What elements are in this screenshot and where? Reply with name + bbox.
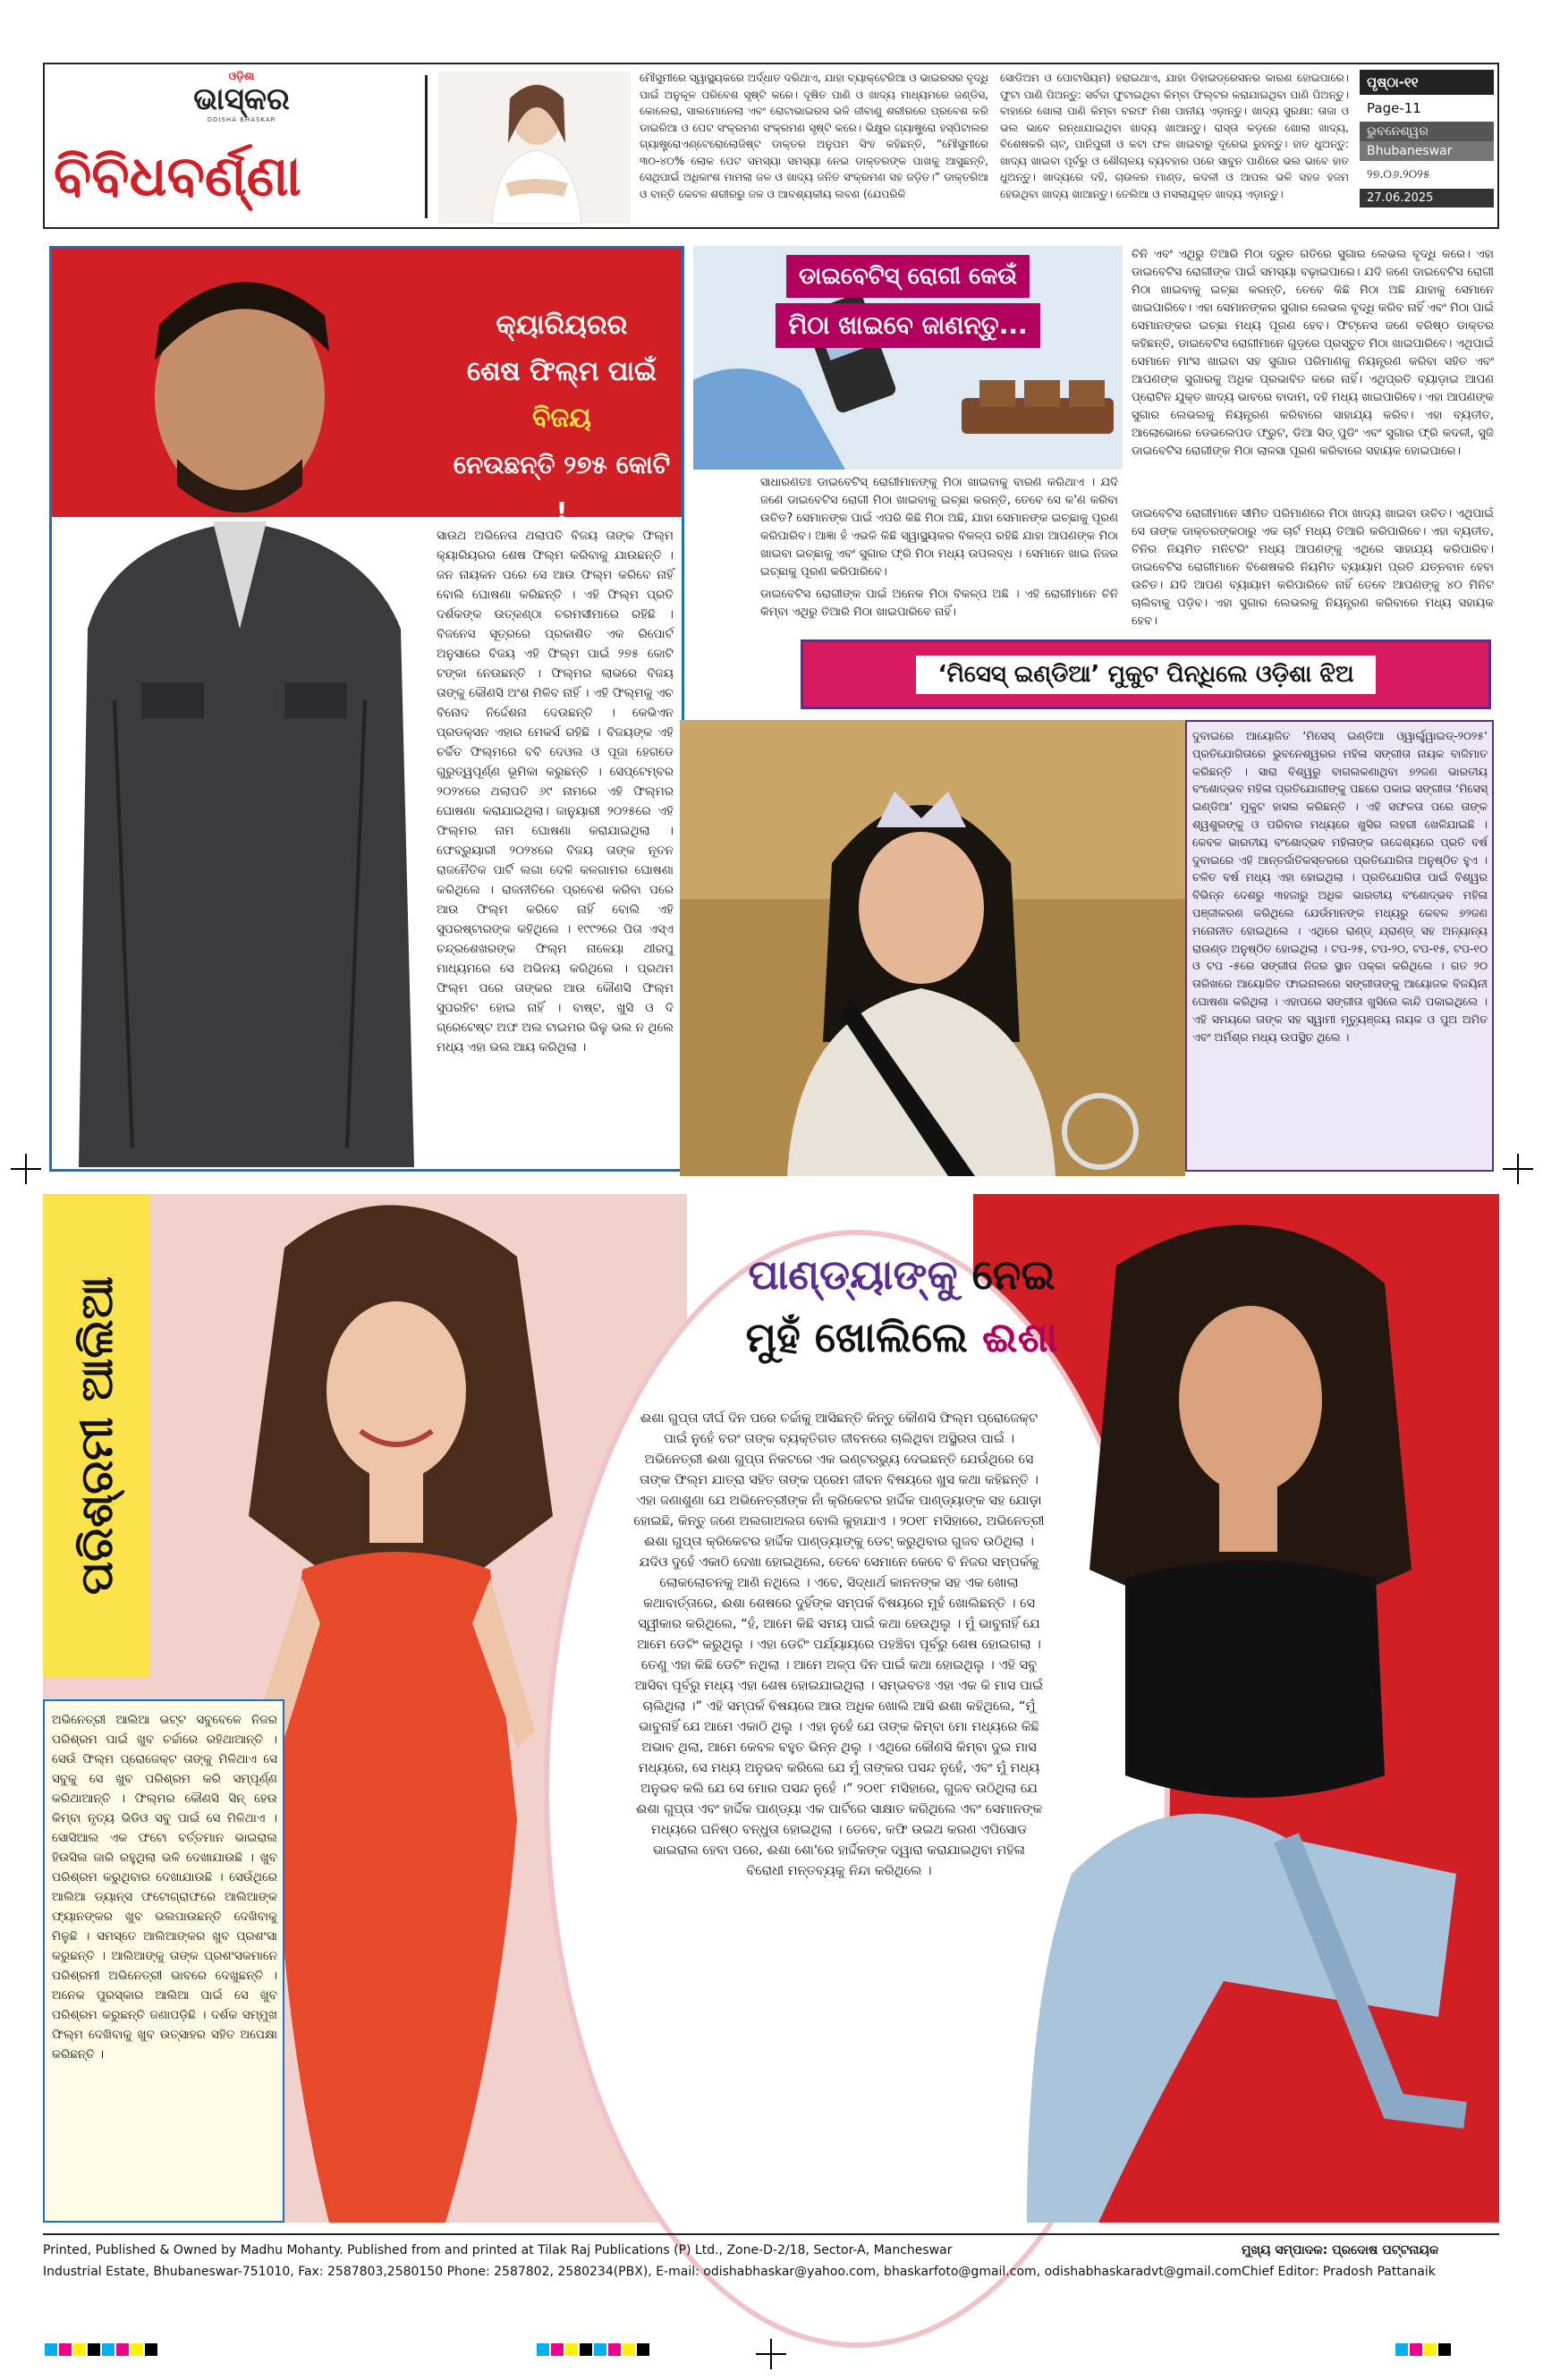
vijay-body: ସାଉଥ ଅଭିନେତା ଥଲାପତି ବିଜୟ ତାଙ୍କ ଫିଲ୍ମ କ୍ୟାରିୟରର ଶେଷ ଫିଲ୍ମ କରିବାକୁ ଯାଉଛନ୍ତି । ଜନ ନାୟକନ ପରେ ସେ ଆଉ ଫିଲ୍ମ କରିବେ ନାହିଁ ବୋଲି ଘୋଷଣା କରିଛନ୍ତି । ଏହି ଫିଲ୍ମ ପ୍ରତି ଦର୍ଶକଙ୍କ ଉତ୍କଣ୍ଠା ଚରମସୀମାରେ ରହିଛି । ବିଜନେସ ସୂତ୍ରରେ ପ୍ରକାଶିତ ଏକ ରିପୋର୍ଟ ଅନୁସାରେ ବିଜୟ ଏହି ଫିଲ୍ମ ପାଇଁ ୨୭୫ କୋଟି ଟଙ୍କା ନେଉଛନ୍ତି । ଫିଲ୍ମର ଲାଭରେ ବିଜୟ ତାଙ୍କୁ କୌଣସି ଅଂଶ ମିଳିବ ନାହିଁ । ଏହି ଫିଲ୍ମକୁ ଏଚ ବିନୋଦ ନିର୍ଦ୍ଦେଶନା ଦେଉଛନ୍ତି । କେଭିଏନ ପ୍ରଡକ୍ସନ ଏହାର ମେକର୍ସ ରହିଛି । ବିଜୟଙ୍କ ଏହି ଚର୍ଚ୍ଚିତ ଫିଲ୍ମରେ ବବି ଦେଓଲ ଓ ପୂଜା ହେଗଡେ ଗୁରୁତ୍ୱପୂର୍ଣ୍ଣ ଭୂମିକା କରୁଛନ୍ତି । ସେପ୍ଟେମ୍ବର ୨୦୨୪ରେ ଥଲାପତି ୬୯ ନାମରେ ଏହି ଫିଲ୍ମର ଘୋଷଣା କରାଯାଇଥିଲା। ଜାନୁୟାରୀ ୨୦୨୫ରେ ଏହି ଫିଲ୍ମର ନାମ ଘୋଷଣା କରାଯାଇଥିଲା । ଫେବ୍ରୁୟାରୀ ୨୦୨୪ରେ ବିଜୟ ତାଙ୍କ ନୂତନ ରାଜନୈତିକ ପାର୍ଟି ଲଗା ଦେଳି କଳଗାମର ଘୋଷଣା କରିଥିଲେ । ରାଜନୀତିରେ ପ୍ରବେଶ କରିବା ପରେ ଆଉ ଫିଲ୍ମ କରିବେ ନାହିଁ ବୋଲି ଏହି ସୁପରଷ୍ଟାରଙ୍କ କହିଥିଲେ । ୧୯୯୨ରେ ପିତା ଏସ୍‍ଏ ଚନ୍ଦ୍ରଶେଖରଙ୍କ ଫିଲ୍ମ ନାଳେୟା ଥୀରପୁ ମାଧ୍ୟମରେ ସେ ଅଭିନୟ କରିଥିଲେ । ପ୍ରଥମ ଫିଲ୍ମ ପରେ ତାଙ୍କର ଆଉ କୌଣସି ଫିଲ୍ମ ସୁପରହିଟ ହୋଇ ନାହିଁ । ବାଷ୍ଟ, ଖୁସି ଓ ଦି ଗ୍ରେଟେଷ୍ଟ ଅଫ ଅଲ ଟାଇମର ଭିଳୁ ଭଲ ନ ଥିଲେ ମଧ୍ୟ ଏହା ଭଲ ଆୟ କରିଥିଲା ।: [437, 529, 674, 1054]
alia-body-box: [43, 1699, 284, 2223]
esha-body: ଈଶା ଗୁପ୍ତା ଦୀର୍ଘ ଦିନ ପରେ ଚର୍ଚ୍ଚାକୁ ଆସିଛନ୍ତି କିନ୍ତୁ କୌଣସି ଫିଲ୍ମ ପ୍ରୋଜେକ୍ଟ ପାଇଁ ନୁହେଁ ବରଂ ତାଙ୍କ ବ୍ୟକ୍ତିଗତ ଜୀବନରେ ଚାଲିଥିବା ଅସ୍ଥିରତା ପାଇଁ । ଅଭିନେତ୍ରୀ ଈଶା ଗୁପ୍ତା ନିକଟରେ ଏକ ଇଣ୍ଟରଭ୍ୟୁ ଦେଇଛନ୍ତି ଯେଉଁଥିରେ ସେ ତାଙ୍କ ଫିଲ୍ମ ଯାତ୍ରା ସହିତ ତାଙ୍କ ପ୍ରେମ ଜୀବନ ବିଷୟରେ ଖୁସ କଥା କହିଛନ୍ତି । ଏହା ଜଣାଶୁଣା ଯେ ଅଭିନେତ୍ରୀଙ୍କ ନାଁ କ୍ରିକେଟର ହାର୍ଦ୍ଦିକ ପାଣ୍ଡ୍ୟାଙ୍କ ସହ ଯୋଡ଼ା ହୋଇଛି, କିନ୍ତୁ ଜଣେ ଅଲଗାଅଲଗ ବୋଲି କୁହାଯାଏ । ୨୦୧୮ ମସିହାରେ, ଅଭିନେତ୍ରୀ ଈଶା ଗୁପ୍ତା କ୍ରିକେଟର ହାର୍ଦ୍ଦିକ ପାଣ୍ଡ୍ୟାଙ୍କୁ ଡେଟ୍ କରୁଥିବାର ଗୁଜବ ଉଠିଥିଲା । ଯଦିଓ ଦୁହେଁ ଏକାଠି ଦେଖା ହୋଇଥିଲେ, ତେବେ ସେମାନେ କେବେ ବି ନିଜର ସମ୍ପର୍କକୁ ଲୋକଲୋଚନକୁ ଆଣି ନଥିଲେ । ଏବେ, ସିଦ୍ଧାର୍ଥ କାନନଙ୍କ ସହ ଏକ ଖୋଲା କଥାବାର୍ତ୍ତାରେ, ଈଶା ଶେଷରେ ଦୁହିଁଙ୍କ ସମ୍ପର୍କ ବିଷୟରେ ମୁହଁ ଖୋଲିଛନ୍ତି । ସେ ସ୍ୱୀକାର କରିଥିଲେ, “ହଁ, ଆମେ କିଛି ସମୟ ପାଇଁ କଥା ହେଉଥିଲୁ । ମୁଁ ଭାବୁନାହିଁ ଯେ ଆମେ ଡେଟିଂ କରୁଥିଲୁ । ଏହା ଡେଟିଂ ପର୍ଯ୍ୟାୟରେ ପହଞ୍ଚିବା ପୂର୍ବରୁ ଶେଷ ହୋଇଗଲା । ତେଣୁ ଏହା କିଛି ଡେଟିଂ ନଥିଲା । ଆମେ ଅଳ୍ପ ଦିନ ପାଇଁ କଥା ହୋଇଥିଲୁ । ଏହି ସବୁ ଆସିବା ପୂର୍ବରୁ ମଧ୍ୟ ଏହା ଶେଷ ହୋଇଯାଇଥିଲା । ସମ୍ଭବତଃ ଏହା ଏକ କି ମାସ ପାଇଁ ଚାଲିଥିଲା ।” ଏହି ସମ୍ପର୍କ ବିଷୟରେ ଆଉ ଅଧିକ ଖୋଲି ଆସି ଈଶା କହିଥିଲେ, “ମୁଁ ଭାବୁନାହିଁ ଯେ ଆମେ ଏକାଠି ଥିଲୁ । ଏହା ନୁହେଁ ଯେ ତାଙ୍କ କିମ୍ବା ମୋ ମଧ୍ୟରେ କିଛି ଅଭାବ ଥିଲା, ଆମେ କେବଳ ବହୁତ ଭିନ୍ନ ଥିଲୁ । ଏଥିରେ କୌଣସି କିମ୍ବା ଦୁଇ ମାସ ମଧ୍ୟରେ, ସେ ମଧ୍ୟ ଅନୁଭବ କରିଲେ ଯେ ମୁଁ ତାଙ୍କର ପସନ୍ଦ ନୁହେଁ, ଏବଂ ମୁଁ ମଧ୍ୟ ଅନୁଭବ କଲି ଯେ ସେ ମୋର ପସନ୍ଦ ନୁହେଁ ।” ୨୦୧୮ ମସିହାରେ, ଗୁଜବ ଉଠିଥିଲା ଯେ ଈଶା ଗୁପ୍ତା ଏବଂ ହାର୍ଦ୍ଦିକ ପାଣ୍ଡ୍ୟା ଏକ ପାର୍ଟିରେ ସାକ୍ଷାତ କରିଥିଲେ ଏବଂ ସେମାନଙ୍କ ମଧ୍ୟରେ ଘନିଷ୍ଠ ବନ୍ଧୁତା ହୋଇଥିଲା । ତେବେ, କଫି ଉଇଥ କରଣ ଏପିସୋଡ ଭାଇରାଲ ହେବା ପରେ, ଈଶା ଶୋ'ରେ ହାର୍ଦ୍ଦିକଙ୍କ ଦ୍ୱାରା କରାଯାଇଥିବା ମହିଳା ବିରୋଧୀ ମନ୍ତବ୍ୟକୁ ନିନ୍ଦା କରିଥିଲେ ।: [633, 1411, 1045, 1878]
odisha-headline: ‘ମିସେସ୍ ଇଣ୍ଡିଆ’ ମୁକୁଟ ପିନ୍ଧିଲେ ଓଡ଼ିଶା ଝିଅ: [916, 656, 1375, 694]
bottom-section: [43, 1194, 1499, 2223]
diabetes-headline: [689, 255, 1127, 348]
date-odia: ୨୭.୦୬.୨୦୨୫: [1367, 168, 1430, 182]
odisha-body: ଦୁବାଇରେ ଆୟୋଜିତ ‘ମିସେସ୍ ଇଣ୍ଡିଆ ଓ୍ୱାର୍ଲ୍ଡ୍ୱାଇଡ୍-୨୦୨୫’ ପ୍ରତିଯୋଗିତାରେ ଭୁବନେଶ୍ୱରର ମହିଳା ସଙ୍ଗୀତା ନାୟକ ବାଜିମାତ କରିଛନ୍ତି । ସାରା ବିଶ୍ୱରୁ ବାଗଲକଣାଥିବା ୭୨ଜଣ ଭାରତୀୟ ବଂଶୋଦ୍ଭବ ମହିଳା ପ୍ରତିଯୋଗୀଙ୍କୁ ପଛରେ ପକାଇ ସଙ୍ଗୀତା ‘ମିସେସ୍ ଇଣ୍ଡିଆ’ ମୁକୁଟ ହାସଲ କରିଛନ୍ତି । ଏହି ସଫଳତା ପରେ ତାଙ୍କ ଶ୍ୱଶୁରଙ୍କୁ ଓ ପରିବାର ମଧ୍ୟରେ ଖୁସିର ଲହରୀ ଖେଳିଯାଇଛି । କେବଳ ଭାରତୀୟ ବଂଶୋଦ୍ଭବ ମହିଳାଙ୍କ ଉଦ୍ଦେଶ୍ୟରେ ପ୍ରତି ବର୍ଷ ଦୁବାଇରେ ଏହି ଆନ୍ତର୍ଜାତିକସ୍ତରରେ ପ୍ରତିଯୋଗିତା ଅନୁଷ୍ଠିତ ହୁଏ । ଚଳିତ ବର୍ଷ ମଧ୍ୟ ଏହା ହୋଇଥିଲା । ପ୍ରତିଯୋଗିତା ପାଇଁ ବିଶ୍ୱର ବିଭିନ୍ନ ଦେଶରୁ ୩ହଜାରୁ ଅଧିକ ଭାରତୀୟ ବଂଶୋଦ୍ଭବ ମହିଳା ପଞ୍ଜୀକରଣ କରିଥିଲେ ଯେଉଁମାନଙ୍କ ମଧ୍ୟରୁ କେବଳ ୭୨ଜଣ ମନୋନୀତ ହୋଇଥିଲେ । ଏଥିରେ ରାଣ୍ଡ୍ ଯ୍ରାଣ୍ଡ୍ ସହ ଅନ୍ୟାନ୍ୟ ରାଉଣ୍ଡ ଅନୁଷ୍ଠିତ ହୋଇଥିଲା । ଟପ-୨୫, ଟପ-୨୦, ଟପ-୧୫, ଟପ-୧୦ ଓ ଟପ -୫ରେ ସଙ୍ଗୀତା ନିଜର ସ୍ଥାନ ପକ୍କା କରିଥିଲେ । ଗତ ୨୦ ତାରିଖରେ ଆୟୋଜିତ ଫାଇନାଲରେ ସଙ୍ଗୀତାଙ୍କୁ ଆୟୋଜକ ବିଜୟିନୀ ଘୋଷଣା କରିଥିଲା । ଏହାପରେ ସଙ୍ଗୀତା ଖୁସିରେ କାନ୍ଦି ପକାଇଥିଲେ । ଏହି ସମୟରେ ତାଙ୍କ ସହ ସ୍ୱାମୀ ମୃତ୍ୟୁଞ୍ଜୟ ନାୟକ ଓ ପୁଅ ଅମିତ ଏବଂ ଅର୍ମିଶ୍ର ମଧ୍ୟ ଉପସ୍ଥିତ ଥିଲେ ।: [1192, 729, 1488, 1044]
registration-mark-right: [1503, 1154, 1533, 1184]
odisha-body-box: [1185, 720, 1494, 1172]
logo-top: ଓଡ଼ିଶା: [228, 70, 255, 82]
page-number-en: Page-11: [1367, 100, 1421, 116]
footer-rule: [43, 2233, 1499, 2235]
vijay-headline-line-3: ନେଉଛନ୍ତି ୨୭୫ କୋଟି !: [453, 450, 671, 526]
vijay-headline-line-1: କ୍ୟାରିୟରର: [496, 309, 628, 341]
stomach-ache-photo: [438, 72, 631, 224]
masthead: [43, 63, 1499, 229]
diabetes-story: [689, 246, 1498, 628]
page-info: [1360, 70, 1494, 224]
logo-sub: ODISHA BHASKAR: [207, 116, 276, 123]
chief-editor-odia: ମୁଖ୍ୟ ସମ୍ପାଦକ: ପ୍ରଦୋଷ ପଟ୍ଟନାୟକ: [1242, 2243, 1439, 2257]
masthead-divider: [425, 75, 428, 218]
diabetes-body-1: ସାଧାରଣତଃ ଡାଇବେଟିସ୍ ରୋଗୀମାନଙ୍କୁ ମିଠା ଖାଇବାକୁ ବାରଣ କରିଥାଏ । ଯଦି ଜଣେ ଡାଇବେଟିସ ରୋଗୀ ମିଠା ଖାଇବାକୁ ଇଚ୍ଛା କରନ୍ତି, ତେବେ ସେ କ'ଣ କରିବା ଉଚିତ? ସେମାନଙ୍କ ପାଇଁ ଏପରି କିଛି ମିଠା ଅଛି, ଯାହା ସେମାନଙ୍କ ଇଚ୍ଛାକୁ ପୂରଣ କରିପାରିବ। ଆଜ୍ଞା ହଁ ଏଭଳି କିଛି ସ୍ୱାସ୍ଥ୍ୟକର ବିକଳ୍ପ ରହିଛି ଯାହା ଆପଣଙ୍କ ମିଠା ଖାଇବା ଇଚ୍ଛାକୁ ଏବଂ ସୁଗାର ଫ୍ରି ମିଠା ମଧ୍ୟ ଉପଲବ୍ଧ । ସେମାନେ ଖାଇ ନିଜର ଇଚ୍ଛାକୁ ପୂରଣ କରିପାରିବେ।: [760, 476, 1118, 579]
odisha-headline-band: [801, 639, 1491, 709]
esha-headline-pandya: ପାଣ୍ଡ୍ୟାଙ୍କୁ: [748, 1250, 958, 1299]
vijay-headline-line-2a: ଶେଷ ଫିଲ୍ମ ପାଇଁ: [467, 356, 657, 387]
alia-body: ଅଭିନେତ୍ରୀ ଆଲିଆ ଭଟ୍ଟ ସବୁବେଳେ ନିଜର ପରିଶ୍ରମ ପାଇଁ ଖୁବ ଚର୍ଚ୍ଚାରେ ରହିଥାଆନ୍ତି । ସେଉଁ ଫିଲ୍ମ ପ୍ରୋଜେକ୍ଟ ତାଙ୍କୁ ମିଳିଥାଏ ସେ ସବୁକୁ ସେ ଖୁବ ପରିଶ୍ରମ କରି ସମ୍ପୂର୍ଣ୍ଣ କରିଥାଆନ୍ତି । ଫିଲ୍ମର କୌଣସି ସିନ୍ ହେଉ କିମ୍ବା ନୃତ୍ୟ ଭିଡିଓ ସବୁ ପାଇଁ ସେ ମିଳିଥାଏ । ସୋସିଆଲ ଏକ ଫଟୋ ବର୍ତ୍ତମାନ ଭାଇରାଲ ହିଉସିଲ ଜାରି ରହୁଥିଲା ଭଳି ଦେଖାଯାଉଛି । ଖୁବ ପରିଶ୍ରମ କରୁଥିବାର ଦେଖାଯାଉଛି । ସେଉଁଥିରେ ଆଲିଆ ଡ୍ୟାନ୍ସ ଫଟୋଗ୍ରାଫରେ ଆଲିଆଙ୍କ ଫ୍ୟାନଙ୍କର ଖୁବ ଭଲପାଉଛନ୍ତି ଦେଖିବାକୁ ମିଳୁଛି । ସମସ୍ତେ ଆଲିଆଙ୍କର ଖୁବ ପ୍ରଶଂସା କରୁଛନ୍ତି । ଆଲିଆଙ୍କୁ ତାଙ୍କ ପ୍ରଶଂସକମାନେ ପରିଶ୍ରମୀ ଅଭିନେତ୍ରୀ ଭାବରେ ଦେଖୁଛନ୍ତି । ଅନେକ ପୁରସ୍କାର ଆଲିଆ ପାଇଁ ସେ ଖୁବ ପରିଶ୍ରମ କରୁଛନ୍ତି ଜଣାପଡ଼ିଛି । ଦର୍ଶକ ସମ୍ମୁଖ ଫିଲ୍ମ ଦେଖିବାକୁ ଖୁବ ଉତ୍ସାହର ସହିତ ଅପେକ୍ଷା କରିଛନ୍ତି ।: [52, 1713, 277, 2062]
chief-editor-en: Chief Editor: Pradosh Pattanaik: [1242, 2265, 1436, 2279]
color-bar-mid: [537, 2343, 649, 2356]
footer: [43, 2240, 1499, 2294]
diabetes-headline-line-2: ମିଠା ଖାଇବେ ଜାଣନ୍ତୁ...: [776, 303, 1039, 348]
page-number-odia: ପୃଷ୍ଠା-୧୧: [1360, 70, 1494, 95]
date-en: 27.06.2025: [1360, 189, 1494, 208]
esha-headline-about: ନେଇ: [957, 1250, 1056, 1299]
vijay-photo: [61, 253, 428, 1167]
color-bar-left: [45, 2343, 157, 2356]
city-en: Bhubaneswar: [1360, 141, 1494, 161]
diabetes-body-4: ଡାଇବେଟିସ ରୋଗୀମାନେ ସୀମିତ ପରିମାଣରେ ମିଠା ଖାଦ୍ୟ ଖାଇବା ଉଚିତ। ଏଥିପାଇଁ ସେ ତାଙ୍କ ଡାକ୍ତରଙ୍କଠାରୁ ଏକ ଚାର୍ଟ ମଧ୍ୟ ତିଆରି କରିପାରିବେ। ଏହା ବ୍ୟତୀତ, ଚିନିର ନିୟମିତ ମନିଟରିଂ ମଧ୍ୟ ଆପଣଙ୍କୁ ଏଥିରେ ସାହାଯ୍ୟ କରିପାରିବ। ଡାଇବେଟିସ ରୋଗୀମାନେ ବିଶେଷକରି ନିୟମିତ ବ୍ୟାୟାମ ପ୍ରତି ଯତ୍ନବାନ ହେବା ଉଚିତ। ଯଦି ଆପଣ ବ୍ୟାୟାମ କରିପାରିବେ ନାହିଁ ତେବେ ଆପଣଙ୍କୁ ୪୦ ମିନିଟ ଚାଲିବାକୁ ପଡ଼ିବ। ଏହା ସୁଗାର ଲେଭଲକୁ ନିୟନ୍ତ୍ରଣ କରିବାରେ ମଧ୍ୟ ସହାୟକ ହେବ।: [1132, 507, 1494, 628]
diabetes-headline-line-1: ଡାଇବେଟିସ୍ ରୋଗୀ କେଉଁ: [786, 255, 1030, 298]
esha-headline-opened: ମୁହଁ ଖୋଲିଲେ: [745, 1313, 982, 1361]
section-title: ବିବିଧବର୍ଣ୍ଣା: [54, 143, 301, 208]
teaser-col-2: ସୋଡିଅମ ଓ ପୋଟାସିୟମ) ହରାଇଥାଏ, ଯାହା ଡିହାଇଡ୍ରେସନର କାରଣ ହୋଇପାରେ। ଫୁଟା ପାଣି ପିଅନ୍ତୁ: ସର୍ବଦା ଫୁଟାଇଥିବା କିମ୍ବା ଫିଲ୍ଟର କରାଯାଇଥିବା ପାଣି ପିଅନ୍ତୁ। ବାହାରେ ଖୋଲା ପାଣି କିମ୍ବା ବରଫ ମିଶା ପାନୀୟ ଏଡ଼ାନ୍ତୁ। ଖାଦ୍ୟ ସୁରକ୍ଷା: ତାଜା ଓ ଭଲ ଭାବେ ରନ୍ଧାଯାଇଥିବା ଖାଦ୍ୟ ଖାଆନ୍ତୁ। ରାସ୍ତା କଡ଼ରେ ଖୋଲା ଖାଦ୍ୟ, ବିଶେଷକରି ଚାଟ୍, ପାନିପୁରୀ ଓ କଟା ଫଳ ଖାଇବାରୁ ଦୂରେଇ ରୁହନ୍ତୁ। ହାତ ଧୁଅନ୍ତୁ: ଖାଦ୍ୟ ଖାଇବା ପୂର୍ବରୁ ଓ ଶୌଚାଳୟ ବ୍ୟବହାର ପରେ ସାବୁନ ପାଣିରେ ଭଲ ଭାବେ ହାତ ଧୁଅନ୍ତୁ। ଖାଦ୍ୟରେ ଦହି, ଚାଉଳର ମାଣ୍ଡ, କଦଳୀ ଓ ଆପଲ ଭଳି ସହଜ ହଜମ ହେଉଥିବା ଖାଦ୍ୟ ଖାଆନ୍ତୁ। ତେଲିଆ ଓ ମସଲାଯୁକ୍ତ ଖାଦ୍ୟ ଏଡ଼ାନ୍ତୁ।: [1000, 72, 1349, 200]
city-odia: ଭୁବନେଶ୍ୱର: [1360, 122, 1494, 141]
teaser-col-1: ମୌସୁମୀରେ ସ୍ୱାସ୍ଥ୍ୟକରେ ଅର୍ଦ୍ଧାତ ଦରିଥାଏ, ଯାହା ବ୍ୟାକ୍ଟେରିଆ ଓ ଭାଇରସର ବୃଦ୍ଧି ପାଇଁ ଅନୁକୂଳ ପରିବେଶ ସୃଷ୍ଟି କରେ। ଦୂଷିତ ପାଣି ଓ ଖାଦ୍ୟ ମାଧ୍ୟମରେ ଜଣ୍ଡିସ, କୋଲେରା, ସାଲମୋନେଲା ଏବଂ ରୋଟାଭାଇରସ ଭଳି ଜୀବାଣୁ ଶରୀରରେ ପ୍ରବେଶ କରି ଡାଇରିଆ ଓ ପେଟ ସଂକ୍ରମଣ ସଂକ୍ରମଣ ସୃଷ୍ଟି କରେ। ଭିକ୍ଷୁର ଗ୍ୟାଷ୍ଟ୍ରୋ ହସ୍ପିଟାଲର ଗ୍ୟାଷ୍ଟ୍ରୋଏଣ୍ଟେରୋଲୋଜିଷ୍ଟ ଡାକ୍ତର ଅନୁପମ ସିଂହ କହିଛନ୍ତି, “ମୌସୁମୀରେ ୩୦-୪୦% ଲୋକ ପେଟ ସମସ୍ୟା ସମସ୍ୟା ନେଇ ଡାକ୍ତରଙ୍କ ପାଖକୁ ଆସୁଛନ୍ତି, ସେଥିପାଇଁ ଅଧିକାଂଶ ମାମଲା ଜଳ ଓ ଖାଦ୍ୟ ଜନିତ ସଂକ୍ରମଣ ସହ ଜଡ଼ିତ।” ଡାକ୍ତରିଆ ଓ ବାନ୍ତି କେବଳ ଶରୀରରୁ ଜଳ ଓ ଆବଶ୍ୟକୀୟ ଲବଣ (ଯେପରିକି: [640, 72, 988, 200]
alia-vertical-title: ପରିଶ୍ରମୀ ଆଲିଆ: [71, 1275, 123, 1596]
esha-headline-name: ଈଶା: [981, 1313, 1058, 1361]
mrs-india-photo: [680, 720, 1185, 1176]
diabetes-body-2: ଡାଇବେଟିସ ରୋଗୀଙ୍କ ପାଇଁ ଅନେକ ମିଠା ବିକଳ୍ପ ଅଛି । ଏହି ରୋଗୀମାନେ ଚିନି କିମ୍ବା ଏଥିରୁ ତିଆରି ମିଠା ଖାଇପାରିବେ ନାହିଁ।: [760, 588, 1118, 619]
logo-main: ଭାସ୍କର: [193, 81, 290, 117]
logo: [152, 70, 331, 132]
registration-mark-left: [11, 1154, 41, 1184]
vijay-story: [49, 246, 684, 1172]
vijay-headline: [450, 302, 674, 535]
diabetes-body-3: ଚିନି ଏବଂ ଏଥିରୁ ତିଆରି ମିଠା ଦ୍ରୁତ ଗତିରେ ସୁଗାର ଲେଭଲ ବୃଦ୍ଧି କରେ। ଏହା ଡାଇବେଟିସ ରୋଗୀଙ୍କ ପାଇଁ ସମସ୍ୟା ବଢ଼ାଇପାରେ। ଯଦି ଜଣେ ଡାଇବେଟିସ ରୋଗୀ ମିଠା ଖାଇବାକୁ ଇଚ୍ଛା କରନ୍ତି, ତେବେ କିଛି ମିଠା ଅଛି ଯାହାକୁ ସେମାନେ ଖାଇପାରିବେ। ଏହା ସେମାନଙ୍କର ସୁଗାର ଲେଭଲ ବୃଦ୍ଧି କରିବ ନାହିଁ ଏବଂ ମିଠା ପାଇଁ ସେମାନଙ୍କର ଇଚ୍ଛା ମଧ୍ୟ ପୂରଣ ହେବ। ଫିଟ୍ନେସ ଜଣେ ବରିଷ୍ଠ ଡାକ୍ତର କହିଛନ୍ତି, ଡାଇବେଟିସ ରୋଗୀମାନେ ଗୁଡ଼ରେ ପ୍ରସ୍ତୁତ ମିଠା ଖାଇପାରିବେ। ଏଥିପାଇଁ ସେମାନେ ମାଂସ ଖାଇବା ସହ ସୁଗାର ପରିମାଣକୁ ନିୟନ୍ତ୍ରଣ କରିବା ସହିତ ଏବଂ ଆପଣଙ୍କ ସୁଗାରକୁ ଅଧିକ ପ୍ରଭାବିତ କରେ ନାହିଁ। ଏଥିପ୍ରତି ବ୍ୟାଡ଼ାଇ ଆପଣ ପ୍ରୋଟିନ ଯୁକ୍ତ ଖାଦ୍ୟ ଭାବରେ ବାଦାମ, ଦହି ମଧ୍ୟ ଖାଇପାରିବେ। ଏହା ଆପଣଙ୍କ ସୁଗାର ଲେଭଲକୁ ନିୟନ୍ତ୍ରଣ କରିବାରେ ସାହାଯ୍ୟ କରିବ। ଏହା ବ୍ୟତୀତ, ଆଲୋଭୋରେ ଡେଭଲେପଡ ଫ୍ରୁଟ, ଡିଆ ସିଡ୍ ପୁଡିଂ ଏବଂ ସୁଗାର ଫ୍ରି କଦଳୀ, ସୁଜି ଡାଇବେଟିସ ରୋଗୀଙ୍କ ମିଠା ଲାଳସା ପୂରଣ କରିବାରେ ସହାୟକ ହୋଇପାରେ।: [1132, 248, 1494, 458]
registration-mark-bottom: [756, 2339, 786, 2369]
footer-line-2: Industrial Estate, Bhubaneswar-751010, Fax: 2587803,2580150 Phone: 2587802, 2580234(PBX), E-mail: odishabhaskar@yahoo.com, bhaskarfoto@gmail.com, odishabhaskaradvt@gmail.com: [43, 2265, 1242, 2279]
color-bar-right: [1395, 2343, 1451, 2356]
esha-photo: [991, 1194, 1499, 2223]
vijay-headline-name: ବିଜୟ: [532, 402, 591, 434]
footer-line-1: Printed, Published & Owned by Madhu Mohanty. Published from and printed at Tilak Raj Publications (P) Ltd., Zone-D-2/18, Sector-A, Mancheswar: [43, 2243, 953, 2257]
vijay-headline-line-2: [450, 349, 674, 442]
